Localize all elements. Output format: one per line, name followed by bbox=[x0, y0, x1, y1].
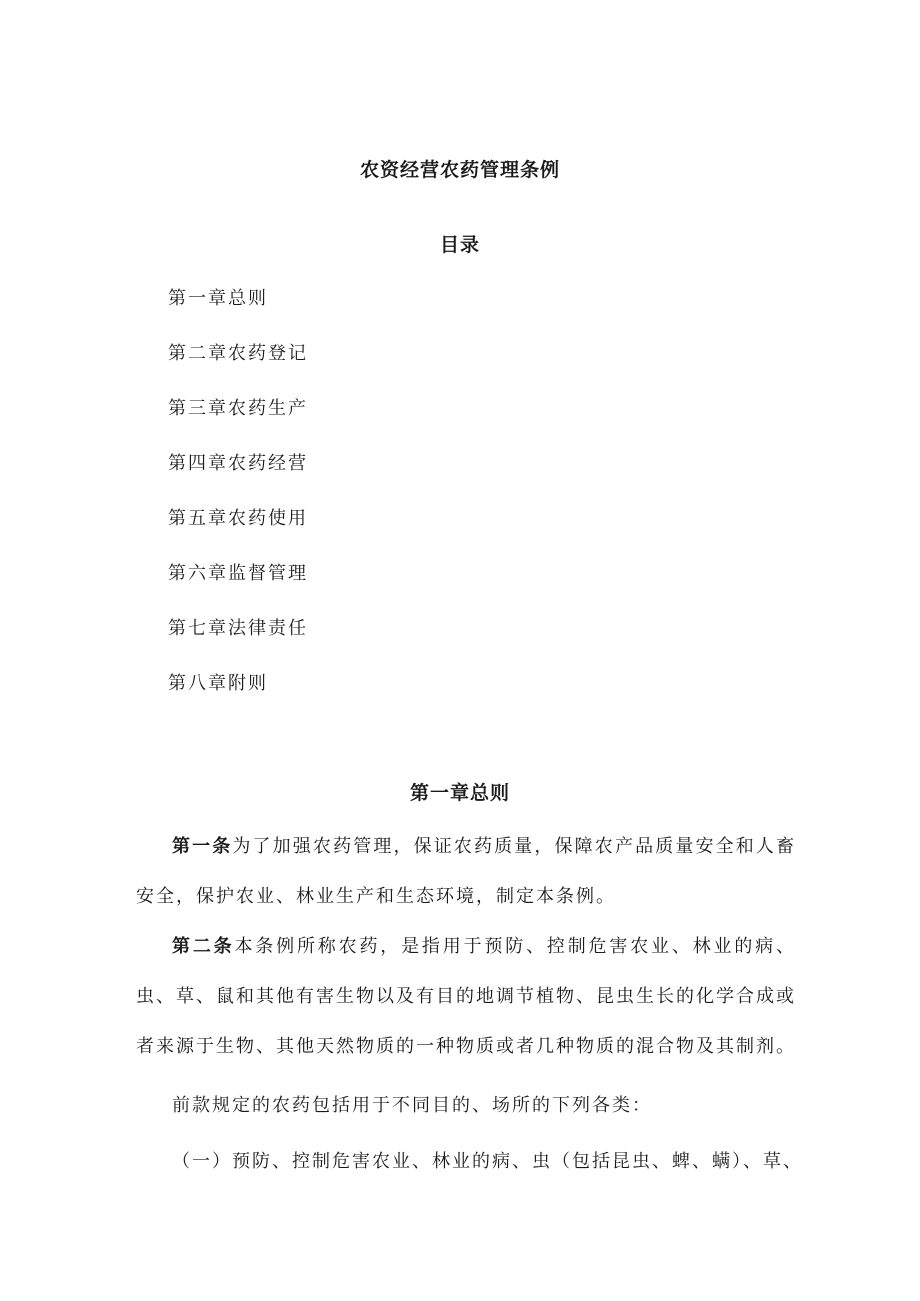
toc-item-chapter-6[interactable]: 第六章监督管理 bbox=[168, 563, 308, 584]
chapter-1-heading: 第一章总则 bbox=[409, 782, 510, 804]
table-of-contents bbox=[168, 284, 308, 724]
toc-item-chapter-7[interactable]: 第七章法律责任 bbox=[168, 618, 308, 639]
toc-item-chapter-5[interactable]: 第五章农药使用 bbox=[168, 508, 308, 529]
article-2-label: 第二条 bbox=[172, 936, 235, 957]
article-1-text: 为了加强农药管理，保证农药质量，保障农产品质量安全和人畜安全，保护农业、林业生产和生态环境，制定本条例。 bbox=[136, 836, 797, 907]
toc-item-chapter-1[interactable]: 第一章总则 bbox=[168, 288, 268, 309]
article-2-text: 本条例所称农药，是指用于预防、控制危害农业、林业的病、虫、草、鼠和其他有害生物以及有目的地调节植物、昆虫生长的化学合成或者来源于生物、其他天然物质的一种物质或者几种物质的混合物及其制剂。 bbox=[136, 936, 796, 1057]
article-1 bbox=[136, 822, 796, 922]
toc-item-chapter-4[interactable]: 第四章农药经营 bbox=[168, 453, 308, 474]
toc-item-chapter-2[interactable]: 第二章农药登记 bbox=[168, 343, 308, 364]
category-item-1-text: （一）预防、控制危害农业、林业的病、虫（包括昆虫、蜱、螨）、草、 bbox=[172, 1151, 803, 1172]
article-2 bbox=[136, 922, 796, 1072]
toc-heading: 目录 bbox=[439, 234, 480, 256]
toc-item-chapter-3[interactable]: 第三章农药生产 bbox=[168, 398, 308, 419]
article-2-paragraph bbox=[136, 1081, 796, 1131]
document-title: 农资经营农药管理条例 bbox=[359, 159, 560, 181]
toc-item-chapter-8[interactable]: 第八章附则 bbox=[168, 673, 268, 694]
category-item-1 bbox=[136, 1137, 803, 1187]
article-1-label: 第一条 bbox=[172, 836, 233, 857]
pesticide-categories-intro: 前款规定的农药包括用于不同目的、场所的下列各类： bbox=[172, 1095, 652, 1116]
